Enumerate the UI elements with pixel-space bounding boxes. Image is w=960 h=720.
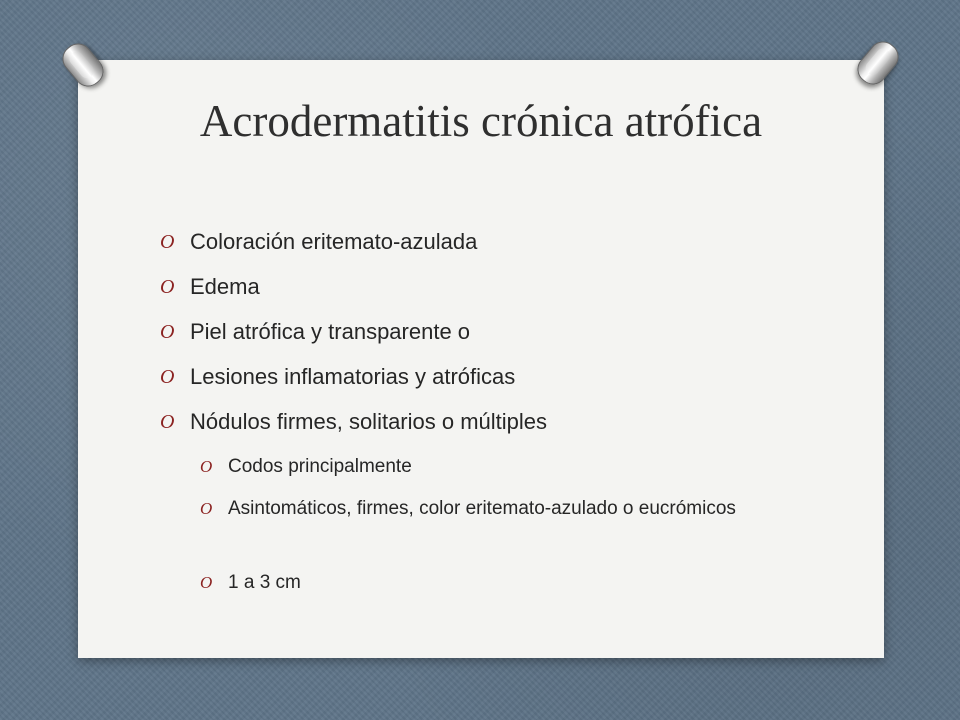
bullet-marker-icon: O: [160, 411, 175, 433]
bullet-text: Edema: [190, 274, 260, 299]
bullet-item: [160, 273, 860, 318]
bullet-text: Nódulos firmes, solitarios o múltiples: [190, 409, 548, 434]
sub-bullet-marker-icon: O: [200, 457, 213, 476]
sub-bullet-marker-icon: O: [200, 573, 213, 592]
bullet-marker-icon: O: [160, 231, 175, 253]
sub-bullet-text: Codos principalmente: [228, 456, 412, 477]
bullet-item: [160, 228, 860, 273]
bullet-item: [160, 408, 860, 453]
sub-bullet-marker-icon: O: [200, 499, 213, 518]
bullet-marker-icon: O: [160, 276, 175, 298]
slide-title: Acrodermatitis crónica atrófica: [199, 96, 763, 146]
sub-bullet-item: [200, 569, 860, 611]
bullet-marker-icon: O: [160, 366, 175, 388]
sub-bullet-text: Asintomáticos, firmes, color eritemato-azulado o eucrómicos: [228, 498, 736, 519]
sub-bullet-item: [200, 453, 860, 495]
bullet-text: Lesiones inflamatorias y atróficas: [190, 364, 516, 389]
sub-bullet-item: [200, 495, 748, 569]
bullet-text: Piel atrófica y transparente o: [190, 319, 471, 344]
bullet-list: [160, 228, 860, 611]
bullet-item: [160, 363, 860, 408]
sub-bullet-text: 1 a 3 cm: [228, 572, 301, 593]
bullet-text: Coloración eritemato-azulada: [190, 229, 478, 254]
bullet-item: [160, 318, 860, 363]
bullet-marker-icon: O: [160, 321, 175, 343]
